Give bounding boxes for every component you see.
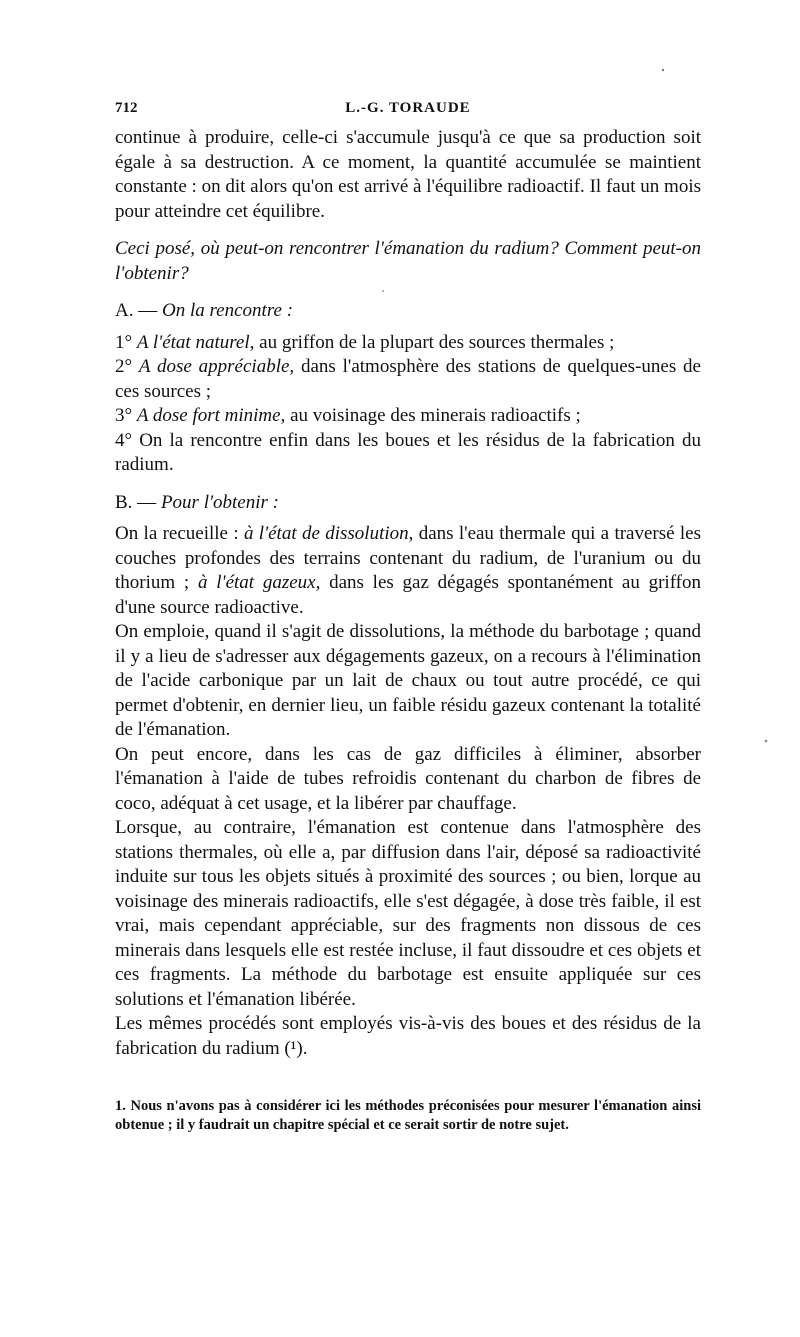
paragraph-atmosphere: Lorsque, au contraire, l'émanation est contenue dans l'atmosphère des stations thermales, où elle a, par diffusion dans l'air, déposé sa radioactivité induite sur tous les objets situés à proximité des sources ; ou bien, lorque au voisinage des minerais radioactifs, elle s'est dégagée, à dose très faible, il est vrai, mais cependant appréciable, sur des fragments non dissous de ces minerais dans lesquels elle est restée incluse, il faut dissoudre et ces objets et ces fragments. La méthode du barbotage est ensuite appliquée sur ces solutions et l'émanation libérée. xyxy=(115,817,701,1010)
item-2-text: dans l'atmosphère des stations de quelques-unes de ces sources ; xyxy=(115,356,701,402)
scan-speck xyxy=(765,740,768,743)
item-3-emphasis: A dose fort minime, xyxy=(136,405,286,426)
collection-text-b: dans l'eau thermale qui a traversé les couches profondes des terrains contenant du radium, de l'uranium ou du thorium ; xyxy=(115,523,702,593)
list-item-3 xyxy=(115,404,701,429)
footnote xyxy=(115,1097,701,1135)
collection-emphasis-1: à l'état de dissolution, xyxy=(243,523,414,544)
list-item-2 xyxy=(115,355,701,404)
collection-text-a: On la recueille : xyxy=(115,523,244,544)
section-b-label: B. — xyxy=(115,491,161,513)
list-item-4: 4° On la rencontre enfin dans les boues et les résidus de la fabrication du radium. xyxy=(115,429,701,475)
scan-speck xyxy=(662,69,664,71)
paragraph-equilibrium: continue à produire, celle-ci s'accumule jusqu'à ce que sa production soit égale à sa destruction. A ce moment, la quantité accumulée se maintient constante : on dit alors qu'on est arrivé à l'équilibre radioactif. Il faut un mois pour atteindre cet équilibre. xyxy=(115,127,701,222)
collection-emphasis-2: à l'état gazeux, xyxy=(197,572,321,593)
paragraph-barbotage: On emploie, quand il s'agit de dissolutions, la méthode du barbotage ; quand il y a lieu de s'adresser aux dégagements gazeux, on a recours à l'élimination de l'acide carbonique par un lait de chaux ou tout autre procédé, ce qui permet d'obtenir, en dernier lieu, un faible résidu gazeux contenant la totalité de l'émanation. xyxy=(115,621,701,740)
item-2-number: 2° xyxy=(115,356,139,377)
item-1-text: au griffon de la plupart des sources thermales ; xyxy=(254,331,615,353)
item-1-emphasis: A l'état naturel, xyxy=(136,331,255,353)
footnote-number: 1. xyxy=(115,1098,126,1114)
section-a-heading xyxy=(115,299,701,324)
item-3-text: au voisinage des minerais radioactifs ; xyxy=(285,405,581,426)
residues-end: . xyxy=(302,1037,308,1059)
page-number: 712 xyxy=(115,100,138,116)
running-head xyxy=(115,96,701,126)
running-title: L.-G. TORAUDE xyxy=(345,100,471,116)
item-1-number: 1° xyxy=(115,331,137,353)
section-a-title: On la rencontre : xyxy=(161,300,294,321)
section-b-heading xyxy=(115,491,701,516)
paragraph-question xyxy=(115,237,701,286)
residues-text: Les mêmes procédés sont employés vis-à-vis des boues et des résidus de la fabrication du radium xyxy=(115,1013,701,1059)
footnote-reference: (¹) xyxy=(284,1037,303,1059)
section-a-label: A. — xyxy=(115,300,162,321)
paragraph-residues xyxy=(115,1012,701,1061)
paragraph-charcoal: On peut encore, dans les cas de gaz difficiles à éliminer, absorber l'émanation à l'aide de tubes refroidis contenant du charbon de fibres de coco, adéquat à cet usage, et la libérer par chauffage. xyxy=(115,743,701,814)
list-item-1 xyxy=(115,331,701,356)
item-2-emphasis: A dose appréciable, xyxy=(138,356,295,377)
footnote-text: Nous n'avons pas à considérer ici les méthodes préconisées pour mesurer l'émanation ainsi obtenue ; il y faudrait un chapitre spécial et ce serait sortir de notre sujet. xyxy=(115,1098,701,1133)
book-page xyxy=(115,96,701,1135)
question-text: Ceci posé, où peut-on rencontrer l'émanation du radium? Comment peut-on l'obtenir? xyxy=(115,238,701,284)
collection-text-c: dans les gaz dégagés spontanément au griffon d'une source radioactive. xyxy=(115,572,702,618)
section-b-title: Pour l'obtenir : xyxy=(160,491,279,513)
item-3-number: 3° xyxy=(115,405,137,426)
paragraph-collection xyxy=(115,522,701,620)
